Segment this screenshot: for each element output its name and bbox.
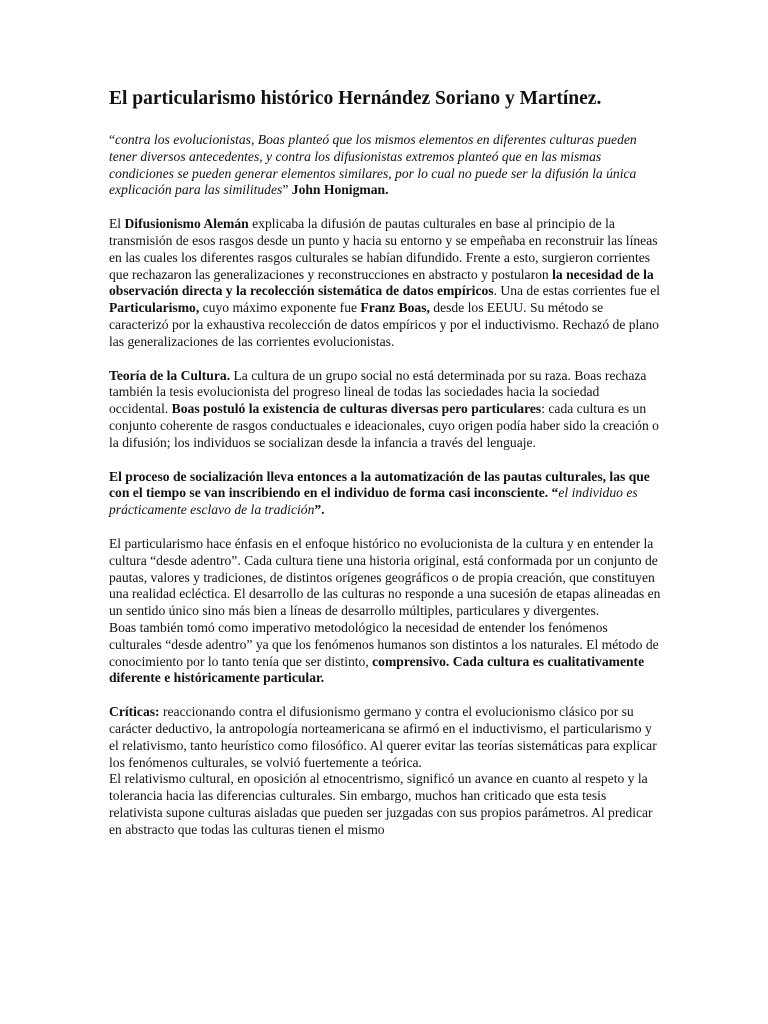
bold-span: ”.: [314, 502, 325, 518]
text-span: Boas también tomó como imperativo metodológico la necesidad de entender los fenómenos culturales “desde adentro” ya que los fenómenos humanos son distintos a los naturales. El método de conocimiento por lo tanto tenía que ser distinto,: [109, 619, 659, 669]
text-span: explicaba la difusión de pautas culturales en base al principio de la transmisión de esos rasgos desde un punto y hacia su entorno y se empeñaba en reconstruir las líneas en las cuales los diferentes rasgos culturales se habían difundido. Frente a esto, surgieron corrientes que rechazaron las generalizaciones y reconstrucciones en abstracto y postularon: [109, 216, 658, 282]
bold-span: Franz Boas,: [360, 300, 430, 316]
text-span: . Una de estas corrientes fue el: [493, 283, 661, 299]
text-span: : cada cultura es un conjunto coherente de rasgos conductuales e ideacionales, cuyo origen podía haber sido la creación o la difusión; los individuos se socializan desde la infancia a través del lenguaje.: [109, 401, 659, 450]
paragraph-difusionismo: [109, 216, 661, 350]
bold-span: Particularismo,: [109, 300, 200, 316]
document-body: [109, 86, 661, 838]
bold-span: Difusionismo Alemán: [124, 216, 249, 232]
paragraph-teoria-cultura: [109, 368, 661, 452]
paragraph-socializacion: [109, 469, 661, 519]
bold-span: Críticas:: [109, 704, 160, 720]
italic-span: el individuo es prácticamente esclavo de la tradición: [109, 485, 638, 518]
bold-span: comprensivo. Cada cultura es cualitativamente diferente e históricamente particular.: [109, 653, 645, 686]
text-span: reaccionando contra el difusionismo germano y contra el evolucionismo clásico por su carácter deductivo, la antropología norteamericana se afirmó en el inductivismo, el particularismo y el relativismo, tanto heurístico como filosófico. Al querer evitar las teorías sistemáticas para explicar los fenómenos culturales, se volvió fuertemente a teórica.: [109, 704, 657, 770]
quote-text: contra los evolucionistas, Boas planteó que los mismos elementos en diferentes culturas pueden tener diversos antecedentes, y contra los difusionistas extremos planteó que en las mismas condiciones se pueden generar elementos similares, por lo cual no puede ser la difusión la única explicación para las similitudes: [109, 132, 637, 198]
document-title: El particularismo histórico Hernández Soriano y Martínez.: [109, 88, 602, 109]
quote-author: John Honigman.: [291, 182, 389, 198]
text-span: El particularismo hace énfasis en el enfoque histórico no evolucionista de la cultura y en entender la cultura “desde adentro”. Cada cultura tiene una historia original, está conformada por un conjunto de pautas, valores y tradiciones, de distintos orígenes geográficos o de propia creación, que constituyen una realidad ecléctica. El desarrollo de las culturas no responde a una sucesión de etapas alineadas en un sentido único sino más bien a líneas de desarrollo múltiples, particulares y divergentes.: [109, 535, 661, 619]
paragraph-metodo: [109, 620, 661, 687]
paragraph-enfoque-historico: [109, 536, 661, 620]
bold-span: Boas postuló la existencia de culturas diversas pero particulares: [171, 401, 542, 417]
quote-open-mark: “: [109, 132, 116, 147]
quote-close-mark: ”: [282, 182, 289, 198]
quote-paragraph: [109, 132, 661, 199]
bold-span: la necesidad de la observación directa y la recolección sistemática de datos empíricos: [109, 266, 654, 299]
bold-span: El proceso de socialización lleva entonces a la automatización de las pautas culturales, las que con el tiempo se van inscribiendo en el individuo de forma casi inconsciente. “: [109, 468, 650, 501]
text-span: La cultura de un grupo social no está determinada por su raza. Boas rechaza también la tesis evolucionista del progreso lineal de todas las sociedades hacia la sociedad occidental.: [109, 367, 647, 417]
paragraph-criticas: [109, 704, 661, 771]
text-span: cuyo máximo exponente fue: [199, 300, 361, 316]
paragraph-relativismo: [109, 771, 661, 838]
bold-span: Teoría de la Cultura.: [109, 367, 231, 383]
text-span: desde los EEUU. Su método se caracterizó por la exhaustiva recolección de datos empíricos y por el inductivismo. Rechazó de plano las generalizaciones de las corrientes evolucionistas.: [109, 300, 659, 349]
text-span: El relativismo cultural, en oposición al etnocentrismo, significó un avance en cuanto al respeto y la tolerancia hacia las diferencias culturales. Sin embargo, muchos han criticado que esta tesis relativista supone culturas aisladas que pueden ser juzgadas con sus propios parámetros. Al predicar en abstracto que todas las culturas tienen el mismo: [109, 771, 653, 837]
text-span: El: [109, 216, 125, 232]
